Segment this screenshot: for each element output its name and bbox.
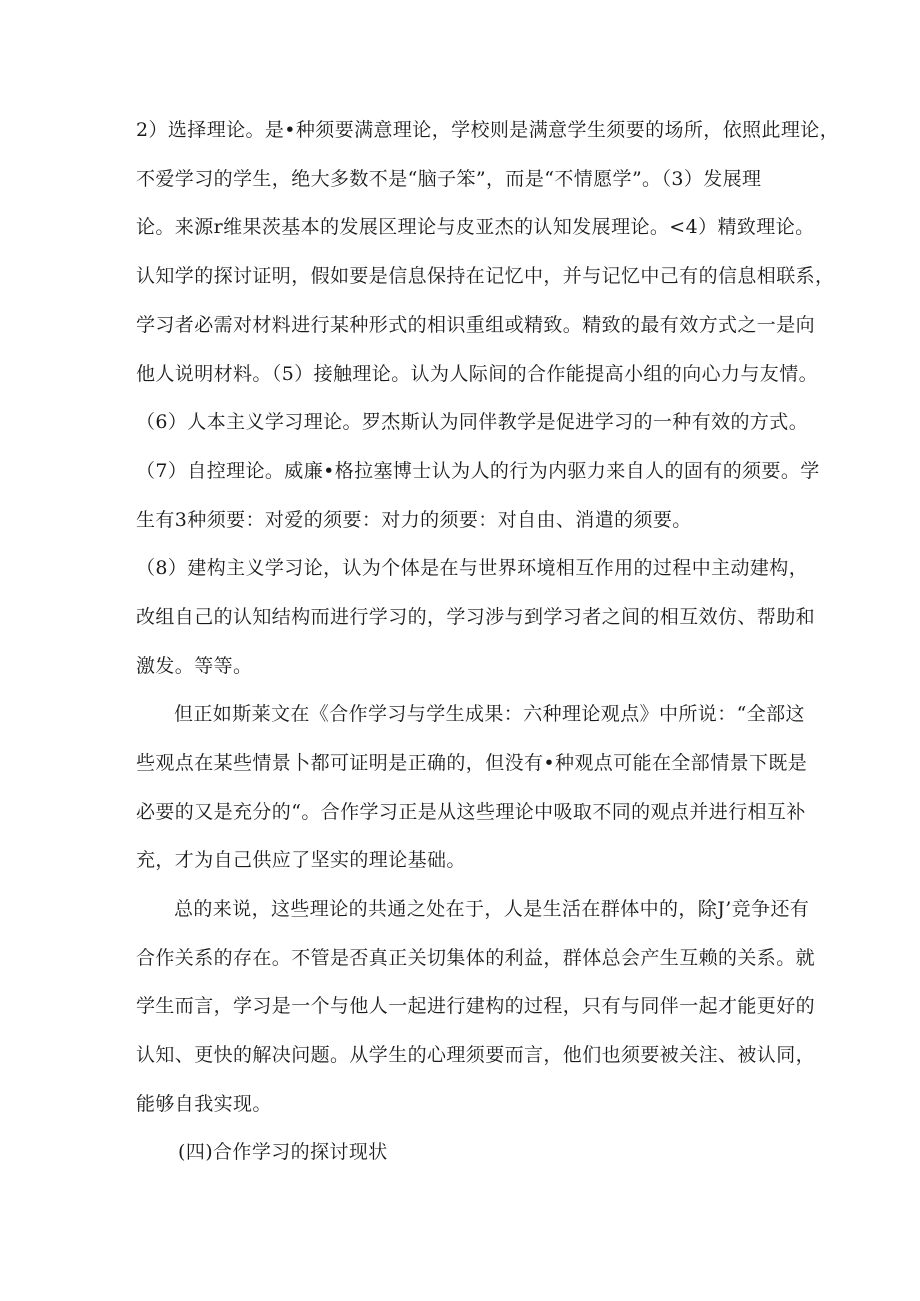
- text-line: 合作关系的存在。不管是否真正关切集体的利益，群体总会产生互赖的关系。就: [136, 947, 816, 969]
- text-line: 认知学的探讨证明，假如要是信息保持在记忆中，并与记忆中己有的信息相联系，: [136, 265, 835, 287]
- text-line: 学习者必需对材料进行某种形式的相识重组或精致。精致的最有效方式之一是向: [136, 314, 816, 336]
- paragraph-first-line: 总的来说，这些理论的共通之处在于，人是生活在群体中的，除J’竞争还有: [174, 898, 810, 920]
- text-line: 充，才为自己供应了坚实的理论基础。: [136, 849, 466, 871]
- text-line: 2）选择理论。是•种须要满意理论，学校则是满意学生须要的场所，依照此理论，: [136, 119, 840, 141]
- text-line: 激发。等等。: [136, 655, 253, 677]
- text-line: （6）人本主义学习理论。罗杰斯认为同伴教学是促进学习的一种有效的方式。: [136, 411, 809, 433]
- text-line: 能够自我实现。: [136, 1093, 272, 1115]
- text-line: 学生而言，学习是一个与他人一起进行建构的过程，只有与同伴一起才能更好的: [136, 995, 816, 1017]
- section-heading: (四)合作学习的探讨现状: [178, 1141, 388, 1163]
- text-line: （8）建构主义学习论，认为个体是在与世界环境相互作用的过程中主动建构，: [136, 557, 809, 579]
- text-line: 必要的又是充分的“。合作学习正是从这些理论中吸取不同的观点并进行相互补: [136, 801, 806, 823]
- text-line: （7）自控理论。威廉•格拉塞博士认为人的行为内驱力来自人的固有的须要。学: [136, 460, 820, 482]
- text-line: 改组自己的认知结构而进行学习的，学习涉与到学习者之间的相互效仿、帮助和: [136, 606, 816, 628]
- text-line: 些观点在某些情景卜都可证明是正确的，但没有•种观点可能在全部情景下既是: [136, 752, 808, 774]
- text-line: 论。来源r维果茨基本的发展区理论与皮亚杰的认知发展理论。<4）精致理论。: [136, 216, 815, 238]
- text-line: 生有3种须要：对爱的须要：对力的须要：对自由、消遣的须要。: [136, 509, 692, 531]
- text-line: 他人说明材料。（5）接触理论。认为人际间的合作能提高小组的向心力与友情。: [136, 363, 818, 385]
- paragraph-first-line: 但正如斯莱文在《合作学习与学生成果：六种理论观点》中所说：“全部这: [174, 703, 805, 725]
- text-line: 认知、更快的解决问题。从学生的心理须要而言，他们也须要被关注、被认同，: [136, 1044, 816, 1066]
- text-line: 不爱学习的学生，绝大多数不是“脑子笨”，而是“不情愿学”。（3）发展理: [136, 168, 762, 190]
